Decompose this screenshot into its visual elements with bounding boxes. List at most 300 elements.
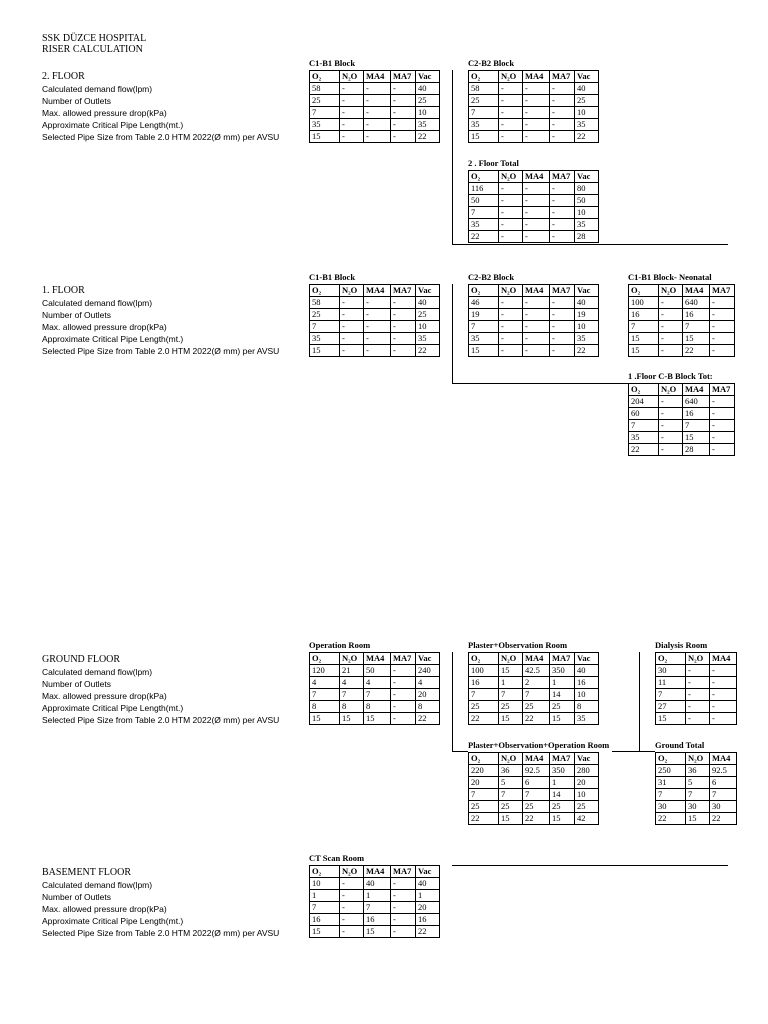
table-cell: - [340,297,364,309]
block-title: Operation Room [309,640,371,650]
table-cell: 7 [629,321,659,333]
table-cell: 40 [575,665,599,677]
table-cell: 22 [575,131,599,143]
data-table [655,652,737,725]
table-cell: - [550,297,575,309]
data-table [468,70,599,143]
table-cell: 22 [523,713,550,725]
table-row [629,420,735,432]
table-row [629,444,735,456]
table-cell: 5 [686,777,710,789]
table-cell: - [499,131,523,143]
column-header: O₂ [469,285,499,297]
table-cell: 35 [310,333,340,345]
table-cell: 11 [656,677,686,689]
table-cell: 40 [575,297,599,309]
table-row [310,914,440,926]
table-cell: 16 [683,408,710,420]
block-1f-c1b1 [309,272,440,357]
table-cell: 25 [310,309,340,321]
table-cell: 28 [683,444,710,456]
table-cell: 16 [469,677,499,689]
table-cell: - [550,333,575,345]
table-cell: - [499,309,523,321]
table-cell: 80 [575,183,599,195]
table-row [469,333,599,345]
block-2f-c2b2 [468,58,599,143]
column-header: Vac [575,71,599,83]
table-cell: 7 [683,420,710,432]
table-cell: 204 [629,396,659,408]
table-cell: 15 [686,813,710,825]
data-table [309,652,440,725]
table-cell: 22 [575,345,599,357]
table-cell: 22 [656,813,686,825]
table-cell: - [391,119,416,131]
column-header: MA4 [364,71,391,83]
column-header: N₂O [340,653,364,665]
table-cell: 16 [575,677,599,689]
table-row [469,183,599,195]
table-cell: - [391,902,416,914]
table-row [469,231,599,243]
table-cell: 10 [575,689,599,701]
table-cell: 100 [469,665,499,677]
column-header: MA7 [391,285,416,297]
table-cell: - [391,713,416,725]
table-cell: - [710,677,737,689]
table-cell: 16 [416,914,440,926]
column-header: MA7 [550,753,575,765]
table-row [310,689,440,701]
table-cell: 19 [469,309,499,321]
table-cell: - [550,309,575,321]
table-cell: - [659,408,683,420]
table-cell: - [364,345,391,357]
table-cell: 120 [310,665,340,677]
table-cell: - [391,297,416,309]
table-cell: - [340,95,364,107]
table-cell: 7 [469,207,499,219]
table-cell: 15 [656,713,686,725]
column-header: MA7 [550,171,575,183]
table-cell: - [710,701,737,713]
table-cell: - [364,333,391,345]
table-cell: - [499,207,523,219]
column-header: O₂ [310,653,340,665]
table-cell: 116 [469,183,499,195]
table-cell: 10 [575,107,599,119]
table-cell: 7 [310,321,340,333]
table-cell: 16 [629,309,659,321]
table-cell: 25 [469,701,499,713]
table-cell: - [523,107,550,119]
table-cell: - [523,183,550,195]
table-cell: 350 [550,765,575,777]
table-row [629,408,735,420]
column-header: O₂ [656,753,686,765]
column-header: MA4 [523,71,550,83]
table-cell: 42.5 [523,665,550,677]
floor-label-ground: GROUND FLOOR [42,654,121,665]
table-cell: - [391,107,416,119]
table-cell: - [340,902,364,914]
table-cell: - [659,420,683,432]
table-cell: 92.5 [523,765,550,777]
table-cell: 35 [575,333,599,345]
table-cell: 16 [364,914,391,926]
table-cell: 10 [416,321,440,333]
row-label: Selected Pipe Size from Table 2.0 HTM 2022(Ø mm) per AVSU [42,346,280,356]
table-cell: 16 [683,309,710,321]
table-cell: 35 [575,119,599,131]
table-cell: 22 [469,813,499,825]
table-cell: - [659,396,683,408]
table-cell: - [710,444,735,456]
row-label: Number of Outlets [42,310,111,320]
table-row [310,83,440,95]
table-cell: 25 [310,95,340,107]
table-cell: - [710,665,737,677]
table-cell: 46 [469,297,499,309]
data-table [628,284,735,357]
column-header: MA4 [710,653,737,665]
table-cell: - [686,701,710,713]
table-cell: - [659,345,683,357]
row-labels-ground [42,666,279,726]
table-cell: 35 [575,713,599,725]
table-cell: 20 [416,689,440,701]
table-cell: - [523,83,550,95]
block-title: 1 .Floor C-B Block Tot: [628,371,713,381]
row-label: Selected Pipe Size from Table 2.0 HTM 2022(Ø mm) per AVSU [42,928,280,938]
table-cell: 7 [364,689,391,701]
table-cell: 20 [469,777,499,789]
table-cell: - [710,689,737,701]
table-row [310,926,440,938]
row-labels-2 [42,83,279,143]
table-cell: - [499,297,523,309]
table-cell: - [364,95,391,107]
document-subtitle: RISER CALCULATION [42,44,143,55]
column-header: N₂O [340,285,364,297]
row-label: Max. allowed pressure drop(kPa) [42,691,167,701]
table-row [310,95,440,107]
table-cell: - [550,131,575,143]
table-cell: - [523,345,550,357]
column-header: O₂ [629,285,659,297]
table-cell: - [364,131,391,143]
table-cell: - [710,408,735,420]
table-cell: 60 [629,408,659,420]
table-cell: - [686,713,710,725]
column-header: MA4 [523,285,550,297]
table-row [469,789,599,801]
table-cell: - [340,119,364,131]
row-label: Calculated demand flow(lpm) [42,298,153,308]
block-1f-c2b2 [468,272,599,357]
column-header: Vac [416,285,440,297]
table-cell: 22 [710,813,737,825]
table-cell: 5 [499,777,523,789]
table-cell: - [391,926,416,938]
table-cell: - [340,321,364,333]
table-row [469,677,599,689]
column-header: MA4 [683,384,710,396]
table-cell: 22 [469,231,499,243]
table-cell: - [550,119,575,131]
table-cell: 22 [416,345,440,357]
block-title: C1-B1 Block [309,58,356,68]
divider-line [452,70,453,245]
table-row [469,701,599,713]
block-title: C2-B2 Block [468,58,515,68]
table-cell: 15 [499,665,523,677]
header-row [310,71,440,83]
table-cell: 50 [469,195,499,207]
table-cell: 1 [416,890,440,902]
table-cell: - [364,83,391,95]
table-cell: 58 [469,83,499,95]
table-cell: 42 [575,813,599,825]
table-cell: 25 [416,309,440,321]
table-cell: - [523,333,550,345]
table-cell: 1 [550,677,575,689]
table-cell: - [340,333,364,345]
table-cell: - [710,333,735,345]
column-header: Vac [416,866,440,878]
table-row [656,677,737,689]
table-cell: 1 [364,890,391,902]
table-cell: 250 [656,765,686,777]
table-cell: 7 [310,902,340,914]
row-label: Number of Outlets [42,96,111,106]
table-cell: 16 [310,914,340,926]
data-table [655,752,737,825]
column-header: O₂ [310,866,340,878]
table-cell: 8 [310,701,340,713]
table-cell: 4 [310,677,340,689]
block-title: Dialysis Room [655,640,708,650]
table-cell: 7 [686,789,710,801]
table-cell: 30 [710,801,737,813]
table-row [656,713,737,725]
table-row [629,345,735,357]
header-row [310,653,440,665]
table-cell: 19 [575,309,599,321]
block-title: 2 . Floor Total [468,158,519,168]
block-1f-neonatal [628,272,735,357]
divider-line [452,865,728,866]
table-cell: 35 [629,432,659,444]
table-cell: - [710,309,735,321]
table-cell: - [391,333,416,345]
row-label: Approximate Critical Pipe Length(mt.) [42,703,184,713]
table-cell: - [659,432,683,444]
table-cell: - [523,297,550,309]
table-cell: 14 [550,789,575,801]
table-cell: 15 [683,432,710,444]
table-cell: - [710,713,737,725]
table-row [656,801,737,813]
table-cell: - [340,878,364,890]
column-header: O₂ [469,171,499,183]
table-row [469,321,599,333]
table-cell: - [364,107,391,119]
table-row [629,297,735,309]
floor-label-basement: BASEMENT FLOOR [42,867,131,878]
table-cell: - [499,231,523,243]
table-cell: 15 [364,926,391,938]
table-cell: 7 [656,689,686,701]
table-cell: 35 [310,119,340,131]
column-header: MA4 [364,285,391,297]
column-header: MA7 [391,866,416,878]
table-cell: 22 [416,713,440,725]
table-cell: 15 [310,345,340,357]
table-cell: 10 [310,878,340,890]
table-cell: - [391,321,416,333]
table-cell: - [523,131,550,143]
table-cell: - [550,107,575,119]
column-header: MA4 [523,753,550,765]
table-cell: - [391,677,416,689]
table-cell: 640 [683,396,710,408]
table-cell: 40 [416,83,440,95]
table-row [469,813,599,825]
table-row [469,95,599,107]
block-gf-operation [309,640,440,725]
table-cell: 25 [550,801,575,813]
data-table [309,70,440,143]
table-cell: 7 [469,689,499,701]
table-cell: 7 [523,789,550,801]
column-header: MA7 [550,653,575,665]
table-cell: - [391,345,416,357]
table-row [469,83,599,95]
table-cell: 7 [364,902,391,914]
table-cell: 25 [575,801,599,813]
table-cell: 20 [575,777,599,789]
table-cell: 1 [499,677,523,689]
table-row [656,665,737,677]
data-table [468,652,599,725]
table-cell: - [550,195,575,207]
header-row [469,753,599,765]
table-cell: - [391,83,416,95]
table-cell: 7 [656,789,686,801]
table-cell: - [523,95,550,107]
table-cell: - [550,207,575,219]
table-cell: - [340,914,364,926]
table-cell: 35 [416,119,440,131]
table-cell: - [710,345,735,357]
table-row [656,813,737,825]
column-header: O₂ [629,384,659,396]
table-cell: 36 [686,765,710,777]
column-header: N₂O [686,653,710,665]
table-row [310,131,440,143]
column-header: MA4 [364,866,391,878]
table-cell: 15 [629,345,659,357]
column-header: O₂ [469,71,499,83]
table-cell: - [340,309,364,321]
table-row [469,689,599,701]
table-row [656,701,737,713]
table-cell: 10 [575,207,599,219]
table-cell: 15 [310,713,340,725]
table-cell: 30 [656,801,686,813]
table-cell: 22 [523,813,550,825]
table-cell: 15 [469,131,499,143]
row-label: Calculated demand flow(lpm) [42,84,153,94]
table-cell: 22 [469,713,499,725]
table-cell: 25 [469,801,499,813]
table-row [310,345,440,357]
table-cell: 7 [710,789,737,801]
column-header: N₂O [659,285,683,297]
row-label: Approximate Critical Pipe Length(mt.) [42,120,184,130]
table-cell: 4 [340,677,364,689]
row-label: Selected Pipe Size from Table 2.0 HTM 2022(Ø mm) per AVSU [42,132,280,142]
table-cell: 240 [416,665,440,677]
row-labels-basement [42,879,279,939]
table-row [310,309,440,321]
table-cell: 40 [575,83,599,95]
block-title: Plaster+Observation Room [468,640,568,650]
column-header: MA7 [391,653,416,665]
block-2f-c1b1 [309,58,440,143]
table-row [469,131,599,143]
table-cell: - [686,665,710,677]
table-cell: - [340,926,364,938]
table-row [310,321,440,333]
table-cell: - [364,119,391,131]
table-cell: 58 [310,297,340,309]
data-table [309,284,440,357]
table-cell: 8 [416,701,440,713]
table-cell: 220 [469,765,499,777]
table-cell: 35 [469,219,499,231]
table-cell: 35 [469,333,499,345]
table-cell: 22 [416,131,440,143]
table-cell: 31 [656,777,686,789]
table-cell: 14 [550,689,575,701]
data-table [309,865,440,938]
table-cell: - [340,890,364,902]
table-cell: 36 [499,765,523,777]
table-cell: 50 [364,665,391,677]
column-header: N₂O [340,71,364,83]
column-header: O₂ [310,71,340,83]
table-cell: - [710,321,735,333]
table-cell: - [499,219,523,231]
table-cell: 10 [575,321,599,333]
table-cell: - [499,95,523,107]
table-cell: 22 [416,926,440,938]
table-cell: - [550,219,575,231]
table-row [310,701,440,713]
block-2f-total [468,158,599,243]
table-cell: 25 [416,95,440,107]
table-cell: 20 [416,902,440,914]
table-cell: - [686,677,710,689]
block-title: C2-B2 Block [468,272,515,282]
table-cell: 50 [575,195,599,207]
table-cell: 100 [629,297,659,309]
row-label: Calculated demand flow(lpm) [42,880,153,890]
table-cell: - [710,396,735,408]
